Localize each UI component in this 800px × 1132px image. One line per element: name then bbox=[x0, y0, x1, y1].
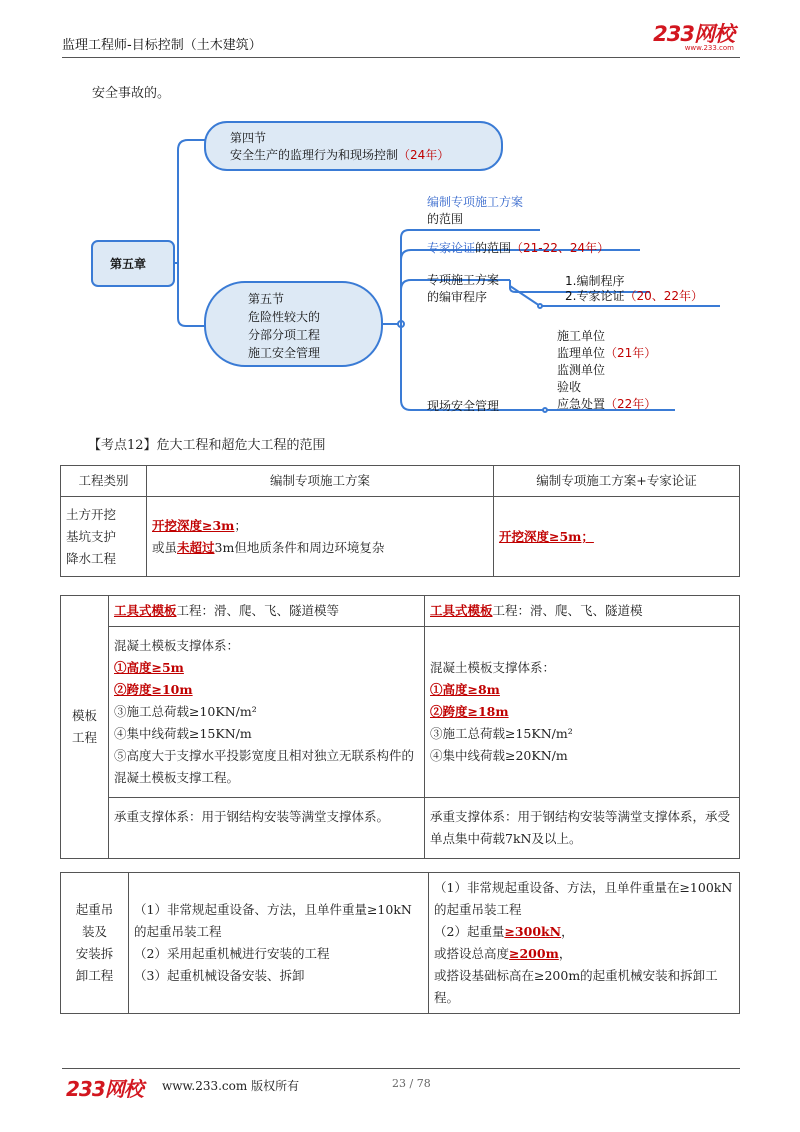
logo-text: 233网校 bbox=[653, 22, 734, 46]
depth-5m-highlight: 开挖深度≥5m； bbox=[499, 528, 594, 544]
formwork-label-line1: 模板 bbox=[71, 708, 97, 723]
node4-text bbox=[230, 130, 449, 164]
capacity-300kn-highlight: ≥300kN bbox=[504, 924, 562, 939]
line-load-15kn: ④集中线荷载≥15KN/m bbox=[114, 726, 252, 741]
node4-line2: 安全生产的监理行为和现场控制 bbox=[230, 148, 399, 162]
tool-formwork-highlight-r: 工具式模板 bbox=[430, 603, 493, 618]
connector-node4 bbox=[174, 140, 205, 263]
page-number: 23 / 78 bbox=[392, 1077, 431, 1090]
lifting-expert-1: （1）非常规起重设备、方法，且单件重量在≥100kN的起重吊装工程 bbox=[434, 880, 733, 917]
b4-sub-acceptance: 验收 bbox=[557, 380, 582, 394]
node4-year-tag: （24年） bbox=[398, 148, 450, 162]
lifting-item-1: （1）非常规起重设备、方法，且单件重量≥10kN的起重吊装工程 bbox=[134, 902, 412, 939]
table-row bbox=[61, 596, 740, 627]
cell-concrete-expert bbox=[425, 627, 740, 798]
root-label: 第五章 bbox=[110, 257, 147, 271]
b2-suffix: 的范围 bbox=[475, 241, 512, 255]
page-footer bbox=[62, 1068, 740, 1101]
span-10m: ②跨度≥10m bbox=[114, 682, 193, 697]
b3-line2: 的编审程序 bbox=[427, 290, 488, 304]
concrete-title-r: 混凝土模板支撑体系： bbox=[430, 660, 556, 675]
cell-tool-formwork-expert bbox=[425, 596, 740, 627]
mind-map bbox=[0, 110, 800, 430]
node4-line1: 第四节 bbox=[230, 131, 267, 145]
total-load-15kn: ③施工总荷载≥15KN/m² bbox=[430, 726, 573, 741]
excavation-table bbox=[60, 465, 740, 577]
line-load-20kn: ④集中线荷载≥20KN/m bbox=[430, 748, 568, 763]
cell-bearing-plan: 承重支撑体系：用于钢结构安装等满堂支撑体系。 bbox=[109, 798, 425, 859]
height-8m: ①高度≥8m bbox=[430, 682, 500, 697]
connector-node5 bbox=[178, 263, 205, 326]
b4-label: 现场安全管理 bbox=[427, 399, 500, 413]
table-row bbox=[61, 627, 740, 798]
header-title: 监理工程师-目标控制（土木建筑） bbox=[62, 38, 262, 53]
lifting-label-line2: 装及 bbox=[81, 924, 107, 939]
row-label-line3: 降水工程 bbox=[66, 550, 117, 566]
concrete-title: 混凝土模板支撑体系： bbox=[114, 638, 240, 653]
b3-line1: 专项施工方案 bbox=[427, 273, 500, 287]
logo-url: www.233.com bbox=[684, 44, 734, 52]
b3-sub2-year-tag: （20、22年） bbox=[624, 289, 703, 303]
brand-logo bbox=[653, 22, 734, 52]
not-exceed-highlight: 未超过 bbox=[177, 539, 215, 555]
formwork-label-line2: 工程 bbox=[71, 730, 97, 745]
b3-sub2-label: 2.专家论证 bbox=[565, 289, 625, 303]
height-5m: ①高度≥5m bbox=[114, 660, 184, 675]
footer-copyright: www.233.com 版权所有 bbox=[162, 1079, 300, 1093]
lifting-label-line3: 安装拆 bbox=[75, 946, 114, 961]
b1-text bbox=[427, 194, 523, 228]
header-plan-expert: 编制专项施工方案+专家论证 bbox=[494, 466, 740, 497]
b3-sub2 bbox=[565, 288, 703, 305]
row-label-lifting bbox=[61, 873, 129, 1014]
c1-line2-pre: 或虽 bbox=[152, 539, 178, 555]
b2-text bbox=[427, 240, 609, 257]
lifting-item-3: （3）起重机械设备安装、拆卸 bbox=[134, 968, 305, 983]
lifting-item-2: （2）采用起重机械进行安装的工程 bbox=[134, 946, 330, 961]
height-ratio-item: ⑤高度大于支撑水平投影宽度且相对独立无联系构件的混凝土模板支撑工程。 bbox=[114, 748, 415, 785]
c1-line2-post: 3m但地质条件和周边环境复杂 bbox=[214, 539, 385, 555]
row-label-formwork bbox=[61, 596, 109, 859]
cell-excavation-plan bbox=[147, 497, 494, 577]
b1-line2: 的范围 bbox=[427, 212, 464, 226]
footer-logo: 233网校 bbox=[66, 1077, 143, 1101]
b4-sub-monitoring: 监测单位 bbox=[557, 363, 606, 377]
row-label-excavation bbox=[61, 497, 147, 577]
b4-sub-emergency: 应急处置 bbox=[557, 397, 606, 411]
table-row bbox=[61, 497, 740, 577]
cell-tool-formwork-plan bbox=[109, 596, 425, 627]
b2-year-tag: （21-22、24年） bbox=[511, 241, 610, 255]
tool-formwork-highlight: 工具式模板 bbox=[114, 603, 177, 618]
height-200m-highlight: ≥200m bbox=[509, 946, 559, 961]
total-load-10kn: ③施工总荷载≥10KN/m² bbox=[114, 704, 257, 719]
b3-sub2-dot bbox=[538, 304, 542, 308]
node5-text bbox=[248, 290, 320, 362]
lifting-expert-4: 或搭设基础标高在≥200m的起重机械安装和拆卸工程。 bbox=[434, 968, 718, 1005]
lifting-table bbox=[60, 872, 740, 1014]
formwork-table bbox=[60, 595, 740, 859]
header-plan: 编制专项施工方案 bbox=[147, 466, 494, 497]
lifting-expert-3-pre: 或搭设总高度 bbox=[434, 946, 510, 961]
cell-excavation-expert bbox=[494, 497, 740, 577]
lifting-expert-2-pre: （2）起重量 bbox=[434, 924, 505, 939]
node5-line2: 危险性较大的 bbox=[248, 310, 321, 324]
row-label-line1: 土方开挖 bbox=[66, 506, 117, 522]
header-category: 工程类别 bbox=[61, 466, 147, 497]
lifting-label-line1: 起重吊 bbox=[75, 902, 114, 917]
table-header-row bbox=[61, 466, 740, 497]
tool-formwork-rest: 工程：滑、爬、飞、隧道模等 bbox=[176, 603, 340, 618]
table-row bbox=[61, 798, 740, 859]
b3-sub1: 1.编制程序 bbox=[565, 274, 625, 288]
cell-concrete-plan bbox=[109, 627, 425, 798]
table-row bbox=[61, 873, 740, 1014]
b4-dot bbox=[543, 408, 547, 412]
section-heading: 【考点12】危大工程和超危大工程的范围 bbox=[88, 438, 326, 453]
lifting-expert-2-post: ， bbox=[561, 924, 574, 939]
node5-line4: 施工安全管理 bbox=[248, 346, 321, 360]
b4-subs bbox=[557, 328, 656, 413]
lifting-label-line4: 卸工程 bbox=[75, 968, 114, 983]
node5-line1: 第五节 bbox=[248, 292, 285, 306]
cell-bearing-expert: 承重支撑体系：用于钢结构安装等满堂支撑体系，承受单点集中荷载7kN及以上。 bbox=[425, 798, 740, 859]
b4-sub-supervision: 监理单位 bbox=[557, 346, 606, 360]
intro-text: 安全事故的。 bbox=[92, 86, 171, 101]
lifting-expert-3-post: ， bbox=[558, 946, 572, 961]
cell-lifting-plan bbox=[129, 873, 429, 1014]
depth-3m-highlight: 开挖深度≥3m bbox=[152, 517, 235, 533]
row-label-line2: 基坑支护 bbox=[66, 528, 117, 544]
span-18m: ②跨度≥18m bbox=[430, 704, 509, 719]
b3-text bbox=[427, 272, 499, 306]
b2-label: 专家论证 bbox=[427, 241, 476, 255]
tool-formwork-rest-r: 工程：滑、爬、飞、隧道模 bbox=[492, 603, 643, 618]
b4-s2-year-tag: （21年） bbox=[605, 346, 657, 360]
b4-s5-year-tag: （22年） bbox=[605, 397, 657, 411]
b4-sub-construction: 施工单位 bbox=[557, 329, 606, 343]
depth-3m-suffix: ； bbox=[234, 517, 247, 533]
page-header bbox=[62, 22, 740, 58]
node5-line3: 分部分项工程 bbox=[248, 328, 321, 342]
cell-lifting-expert bbox=[429, 873, 740, 1014]
b1-line1: 编制专项施工方案 bbox=[427, 195, 524, 209]
